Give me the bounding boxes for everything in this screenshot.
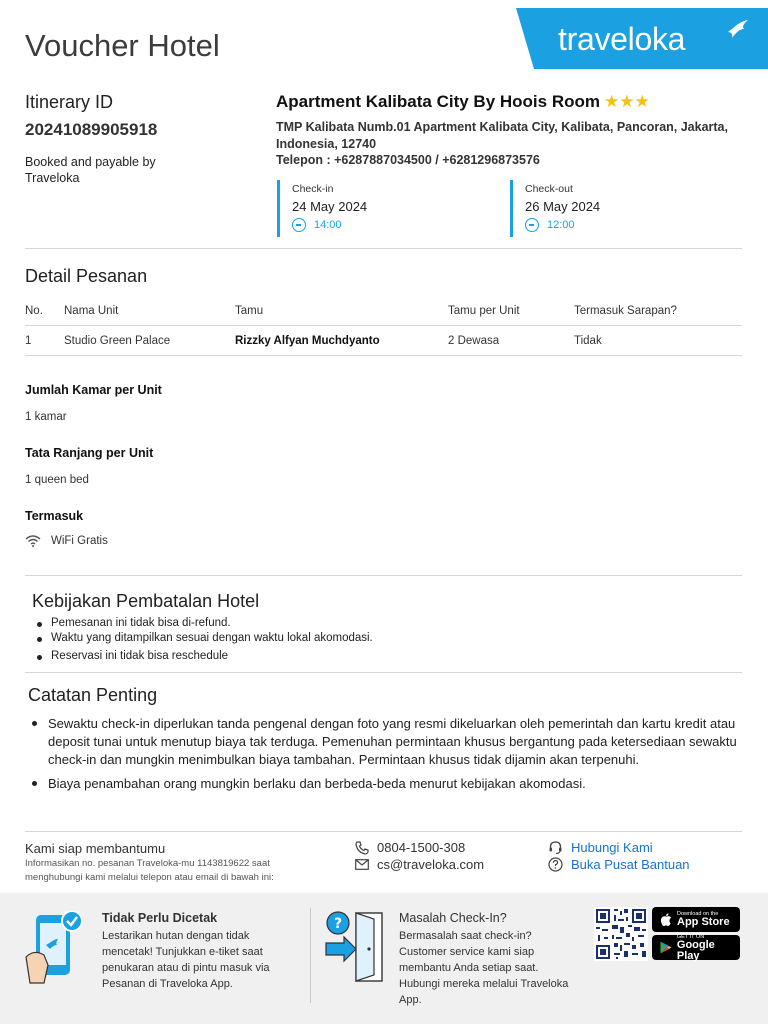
included-item [25, 535, 108, 547]
google-play-icon [660, 941, 672, 954]
checkout-date: 26 May 2024 [525, 199, 601, 214]
list-item: Sewaktu check-in diperlukan tanda pengenal dengan foto yang resmi dikeluarkan oleh pemerintah dan kartu kredit atau deposit tunai untuk menutup biaya tak terduga. Pemenuhan permintaan khusus bergantung pada ketersediaan sewaktu check-in dan mungkin menimbulkan biaya tambahan. Permintaan khusus tidak dijamin akan terpenuhi. [26, 715, 742, 769]
help-description: Informasikan no. pesanan Traveloka-mu 1143819622 saat menghubungi kami melalui telepon atau email di bawah ini: [25, 858, 274, 883]
list-item: Reservasi ini tidak bisa reschedule [35, 650, 373, 662]
cell-breakfast: Tidak [574, 335, 602, 347]
wifi-label: WiFi Gratis [51, 535, 108, 547]
cancellation-list [35, 617, 373, 662]
rooms-value: 1 kamar [25, 411, 67, 423]
bed-value: 1 queen bed [25, 474, 89, 486]
svg-text:?: ? [334, 916, 343, 932]
app-store-big: App Store [677, 916, 730, 928]
checkout-block [510, 180, 600, 237]
google-play-big: Google Play [676, 938, 715, 962]
google-play-small: GET IT ON [676, 933, 705, 940]
phone-number: 0804-1500-308 [377, 840, 466, 855]
bird-icon [726, 18, 750, 40]
table-divider [25, 355, 742, 356]
checkin-door-icon [322, 909, 388, 991]
checkin-date: 24 May 2024 [292, 199, 368, 214]
hotel-address: TMP Kalibata Numb.01 Apartment Kalibata City, Kalibata, Pancoran, Jakarta, Indonesia, 12740 [276, 120, 728, 151]
included-label: Termasuk [25, 509, 84, 523]
table-divider [25, 325, 742, 326]
checkin-problem-text: Bermasalah saat check-in? Customer service kami siap membantu Anda setiap saat. Hubungi mereka melalui Traveloka App. [399, 930, 569, 1006]
star-rating-icon: ★★★ [604, 92, 650, 111]
checkout-time-value: 12:00 [547, 219, 575, 231]
cell-guests-per-unit: 2 Dewasa [448, 335, 500, 347]
cancellation-title: Kebijakan Pembatalan Hotel [32, 591, 260, 611]
col-guests-per-unit: Tamu per Unit [448, 305, 520, 317]
rooms-label: Jumlah Kamar per Unit [25, 383, 162, 397]
question-icon [548, 857, 563, 872]
footer [0, 893, 768, 1024]
logo-text: traveloka [558, 21, 686, 57]
phone-contact[interactable] [355, 840, 465, 855]
checkin-time [292, 218, 367, 232]
no-print-title: Tidak Perlu Dicetak [102, 911, 218, 925]
app-store-text [677, 911, 730, 928]
phone-icon [355, 841, 369, 855]
apple-icon [660, 913, 672, 927]
mail-icon [355, 859, 369, 870]
cell-guest: Rizzky Alfyan Muchdyanto [235, 335, 380, 347]
email-address: cs@traveloka.com [377, 857, 485, 872]
booked-by: Booked and payable by Traveloka [25, 155, 156, 185]
hotel-phone: Telepon : +6287887034500 / +6281296873576 [276, 153, 540, 167]
itinerary-label: Itinerary ID [25, 92, 114, 112]
col-breakfast: Termasuk Sarapan? [574, 305, 677, 317]
divider [25, 575, 742, 576]
page-title: Voucher Hotel [25, 28, 220, 63]
traveloka-logo [516, 8, 768, 69]
divider [25, 831, 742, 832]
order-title: Detail Pesanan [25, 266, 148, 286]
clock-icon [292, 218, 306, 232]
footer-divider [310, 908, 311, 1003]
checkin-time-value: 14:00 [314, 219, 342, 231]
col-no: No. [25, 305, 43, 317]
contact-us-link[interactable] [548, 840, 653, 855]
app-store-small: Download on the [677, 911, 719, 917]
cell-no: 1 [25, 335, 32, 347]
help-title: Kami siap membantumu [25, 841, 166, 856]
google-play-text [677, 934, 740, 962]
email-contact[interactable] [355, 857, 484, 872]
cell-unit: Studio Green Palace [64, 335, 171, 347]
notes-title: Catatan Penting [28, 685, 158, 705]
checkin-problem-title: Masalah Check-In? [399, 911, 507, 925]
itinerary-id: 20241089905918 [25, 120, 158, 139]
divider [25, 672, 742, 673]
checkin-block [277, 180, 367, 237]
notes-list [26, 715, 742, 793]
clock-icon [525, 218, 539, 232]
help-center-label: Buka Pusat Bantuan [571, 857, 690, 872]
google-play-button[interactable] [652, 935, 740, 960]
help-center-link[interactable] [548, 857, 690, 872]
hotel-name-text: Apartment Kalibata City By Hoois Room [276, 92, 600, 111]
qr-code-icon[interactable] [594, 907, 648, 961]
contact-us-label: Hubungi Kami [571, 840, 653, 855]
list-item: Waktu yang ditampilkan sesuai dengan waktu lokal akomodasi. [35, 632, 373, 644]
app-store-button[interactable] [652, 907, 740, 932]
col-unit: Nama Unit [64, 305, 119, 317]
phone-ticket-icon [24, 909, 90, 991]
bed-label: Tata Ranjang per Unit [25, 446, 154, 460]
no-print-text: Lestarikan hutan dengan tidak mencetak! Tunjukkan e-tiket saat penukaran atau di pintu masuk via Pesanan di Traveloka App. [102, 930, 270, 990]
checkout-label: Check-out [525, 183, 573, 195]
list-item: Pemesanan ini tidak bisa di-refund. [35, 617, 373, 629]
checkin-label: Check-in [292, 183, 334, 195]
hotel-name [276, 92, 650, 112]
checkout-time [525, 218, 600, 232]
divider [25, 248, 742, 249]
list-item: Biaya penambahan orang mungkin berlaku dan berbeda-beda menurut kebijakan akomodasi. [26, 775, 742, 793]
headset-icon [548, 840, 563, 855]
wifi-icon [25, 535, 41, 547]
col-guest: Tamu [235, 305, 264, 317]
